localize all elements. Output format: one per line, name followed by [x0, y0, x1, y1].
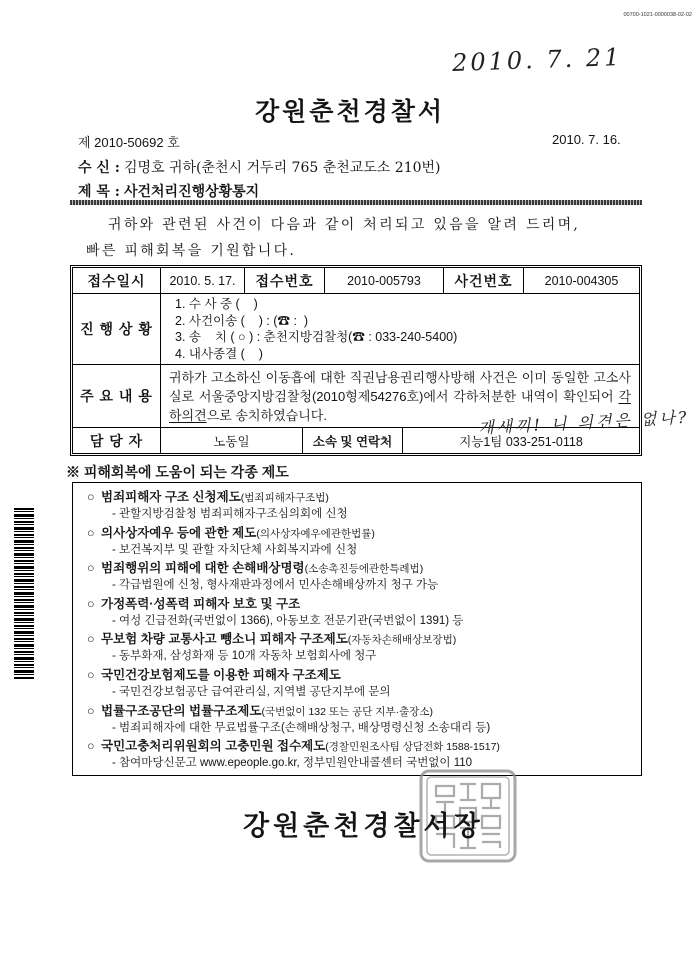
- subject-label: 제 목 :: [78, 184, 120, 200]
- list-item: [73, 560, 641, 596]
- table-row-receipt: [73, 268, 639, 293]
- program-title: 가정폭력·성폭력 피해자 보호 및 구조: [101, 596, 301, 611]
- list-item: [73, 703, 641, 739]
- officer-label: 담 당 자: [73, 428, 161, 453]
- status-list: [161, 294, 639, 364]
- header-divider: [70, 200, 642, 205]
- officer-name: 노동일: [161, 428, 303, 453]
- program-law: (국번없이 132 또는 공단 지부·출장소): [261, 705, 433, 718]
- officer-contact-value: 지능1팀 033-251-0118: [459, 434, 583, 449]
- program-law: (자동차손해배상보장법): [347, 634, 457, 647]
- intro-line-1: 귀하와 관련된 사건이 다음과 같이 처리되고 있음을 알려 드리며,: [108, 217, 581, 233]
- list-item: [73, 489, 641, 525]
- program-law: (소송촉진등에관한특례법): [304, 563, 424, 576]
- list-item: [73, 738, 641, 774]
- page-title: 강원춘천경찰서: [255, 97, 446, 126]
- bullet-circle: ○: [87, 703, 95, 718]
- program-detail: - 관할지방검찰청 범죄피해자구조심의회에 신청: [112, 508, 348, 520]
- program-detail: - 동부화재, 삼성화재 등 10개 자동차 보험회사에 청구: [112, 650, 377, 663]
- handwritten-date: 2010. 7. 21: [451, 43, 623, 77]
- document-date: 2010. 7. 16.: [552, 132, 621, 147]
- receipt-number-value: 2010-005793: [325, 268, 444, 293]
- receipt-number-label: 접수번호: [245, 268, 325, 293]
- case-number-value: 2010-004305: [544, 273, 619, 288]
- status-label: 진 행 상 황: [73, 294, 161, 364]
- status-item-sent-to-prosecution: 3. 송 치 ( ○ ) : 춘천지방검찰청(☎ : 033-240-5400): [175, 330, 458, 344]
- bullet-circle: ○: [87, 525, 95, 540]
- summary-text-main: 귀하가 고소하신 이동흡에 대한 직권남용권리행사방해 사건은 이미 동일한 고소사실로 서울중앙지방검찰청(2010형제54276호)에서 각하처분한 내역이 확인되어: [169, 370, 631, 404]
- summary-text-end: 으로 송치하였습니다.: [206, 408, 327, 423]
- program-title: 무보험 차량 교통사고 뺑소니 피해자 구조제도: [101, 632, 348, 647]
- handwritten-note: 개새끼! 니 의견은 없나?: [477, 407, 690, 438]
- recipient-label: 수 신 :: [78, 160, 120, 176]
- program-title: 국민고충처리위원회의 고충민원 접수제도: [101, 739, 326, 754]
- bullet-circle: ○: [87, 632, 95, 647]
- bullet-circle: ○: [87, 596, 95, 611]
- program-detail: - 범죄피해자에 대한 무료법률구조(손해배상청구, 배상명령신청 소송대리 등): [112, 721, 491, 734]
- programs-heading: ※ 피해회복에 도움이 되는 각종 제도: [66, 464, 289, 480]
- status-item-transferred: 2. 사건이송 ( ) : (☎ : ): [175, 313, 309, 328]
- subject-value: 사건처리진행상황통지: [123, 184, 260, 200]
- program-law: (경찰민원조사팀 상담전화 1588-1517): [325, 741, 500, 754]
- program-detail: - 보건복지부 및 관할 자치단체 사회복지과에 신청: [112, 543, 358, 556]
- bullet-circle: ○: [87, 561, 95, 576]
- bullet-circle: ○: [87, 739, 95, 754]
- program-detail: - 여성 긴급전화(국번없이 1366), 아동보호 전문기관(국번없이 1391) 등: [112, 614, 464, 627]
- barcode-strip: [14, 508, 34, 680]
- program-title: 국민건강보험제도를 이용한 피해자 구조제도: [101, 667, 341, 682]
- received-date-label: 접수일시: [73, 268, 161, 293]
- document-number: 제 2010-50692 호: [78, 135, 180, 150]
- program-law: (범죄피해자구조법): [240, 492, 329, 504]
- program-detail: - 참여마당신문고 www.epeople.go.kr, 정부민원안내콜센터 국번없이 110: [112, 757, 473, 770]
- recipient-line: [78, 157, 441, 177]
- subject-line: [78, 181, 259, 201]
- victim-support-programs-box: [72, 482, 642, 776]
- summary-label: 주 요 내 용: [73, 365, 161, 427]
- program-title: 의사상자예우 등에 관한 제도: [101, 525, 257, 540]
- table-row-status: [73, 293, 639, 364]
- issuer-signature-title: 강원춘천경찰서장: [243, 811, 484, 842]
- list-item: [73, 525, 641, 561]
- program-detail: - 각급법원에 신청, 형사재판과정에서 민사손해배상까지 청구 가능: [112, 579, 439, 592]
- list-item: [73, 596, 641, 632]
- case-number-label: 사건번호: [444, 268, 524, 293]
- status-item-investigating: 1. 수 사 중 ( ): [175, 297, 258, 311]
- recipient-value: 김명호 귀하(춘천시 거두리 765 춘천교도소 210번): [123, 160, 441, 176]
- list-item: [73, 631, 641, 667]
- status-item-closed: 4. 내사종결 ( ): [175, 346, 263, 361]
- program-detail: - 국민건강보험공단 급여관리실, 지역별 공단지부에 문의: [112, 685, 391, 698]
- summary-underlined-opinion: 각하의견: [169, 389, 631, 423]
- list-item: [73, 667, 641, 703]
- program-law: (의사상자예우에관한법률): [256, 527, 375, 540]
- program-title: 법률구조공단의 법률구조제도: [101, 703, 262, 718]
- program-title: 범죄피해자 구조 신청제도: [101, 490, 241, 504]
- document-code: 00700-1021-0000038-02-02: [623, 12, 692, 18]
- officer-contact-label: 소속 및 연락처: [303, 428, 403, 453]
- program-title: 범죄행위의 피해에 대한 손해배상명령: [101, 561, 305, 576]
- bullet-circle: ○: [87, 490, 95, 504]
- intro-line-2: 빠른 피해회복을 기원합니다.: [86, 243, 297, 259]
- received-date-value: 2010. 5. 17.: [161, 268, 245, 293]
- bullet-circle: ○: [87, 667, 95, 682]
